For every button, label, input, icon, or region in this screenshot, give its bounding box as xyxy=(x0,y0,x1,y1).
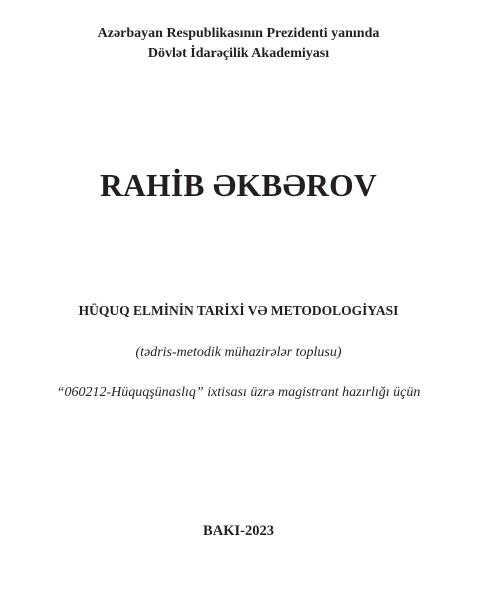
author-name: RAHİB ƏKBƏROV xyxy=(99,168,378,203)
institution-line-2: Dövlət İdarəçilik Akademiyası xyxy=(147,46,330,61)
place-and-year: BAKI-2023 xyxy=(203,523,274,539)
book-title: HÜQUQ ELMİNİN TARİXİ VƏ METODOLOGİYASI xyxy=(78,303,399,318)
book-subtitle: (tədris-metodik mühazirələr toplusu) xyxy=(135,345,342,360)
institution-line-1: Azərbayan Respublikasının Prezidenti yanında xyxy=(97,26,380,41)
book-purpose: “060212-Hüquqşünaslıq” ixtisası üzrə magistrant hazırlığı üçün xyxy=(56,385,421,400)
